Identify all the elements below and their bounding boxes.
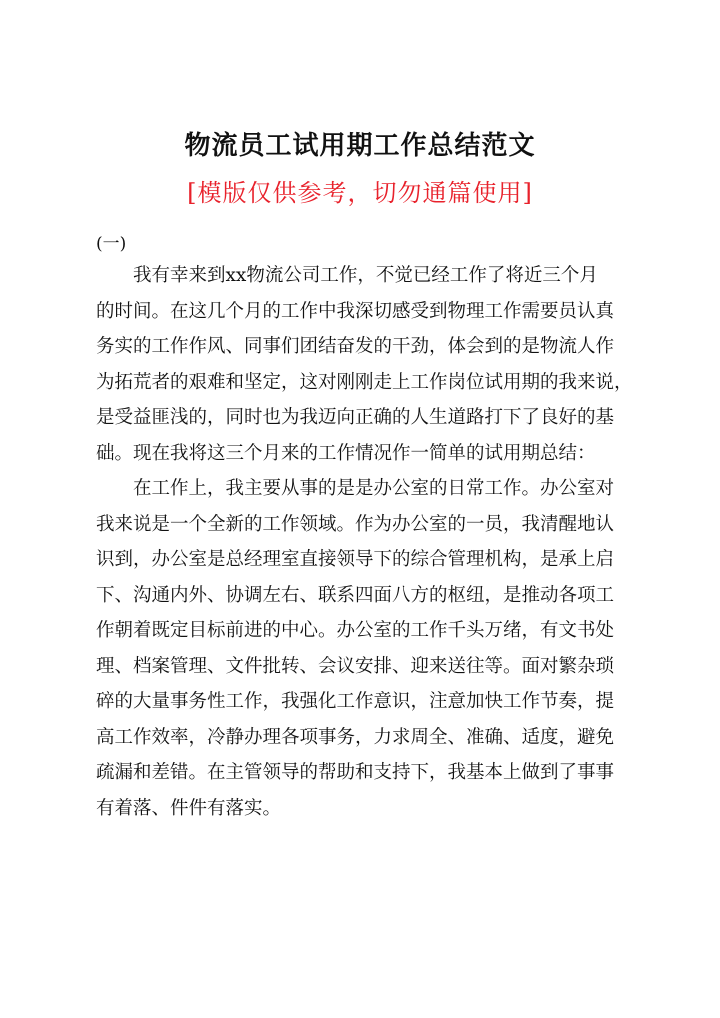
- document-title: 物流员工试用期工作总结范文: [184, 131, 536, 161]
- section-label: (一): [96, 234, 127, 254]
- body-text: [96, 258, 636, 826]
- paragraph-1: 我有幸来到xx物流公司工作，不觉已经工作了将近三个月 的时间。在这几个月的工作中我深切感受到物理工作需要员认真 务实的工作作风、同事们团结奋发的干劲，体会到的是物流人作 为拓荒者的艰难和坚定，这对刚刚走上工作岗位试用期的我来说， 是受益匪浅的，同时也为我迈向正确的人生道路打下了良好的基 础。现在我将这三个月来的工作情况作一简单的试用期总结：: [96, 265, 633, 464]
- template-notice: [模版仅供参考，切勿通篇使用]: [187, 179, 533, 207]
- paragraph-2: 在工作上，我主要从事的是是办公室的日常工作。办公室对 我来说是一个全新的工作领域。作为办公室的一员，我清醒地认 识到，办公室是总经理室直接领导下的综合管理机构，是承上启 下、沟通内外、协调左右、联系四面八方的枢纽，是推动各项工 作朝着既定目标前进的中心。办公室的工作千头万绪，有文书处 理、档案管理、文件批转、会议安排、迎来送往等。面对繁杂琐 碎的大量事务性工作，我强化工作意识，注意加快工作节奏，提 高工作效率，冷静办理各项事务，力求周全、准确、适度，避免 疏漏和差错。在主管领导的帮助和支持下，我基本上做到了事事 有着落、件件有落实。: [96, 478, 615, 819]
